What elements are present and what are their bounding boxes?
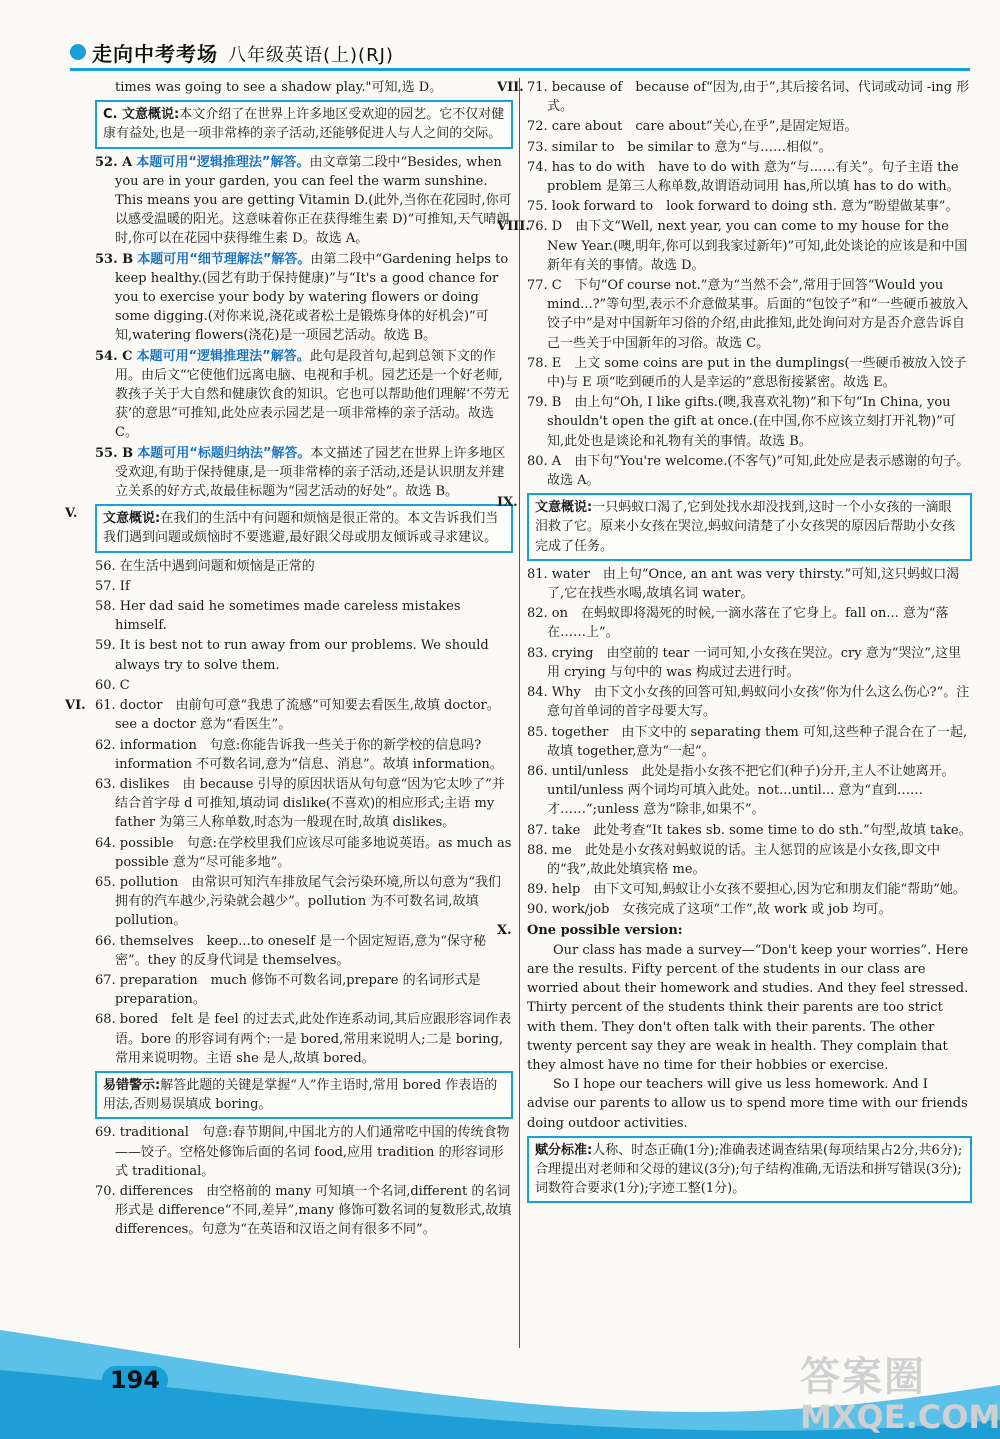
page-header [0, 0, 1000, 72]
answer-63: 63. dislikes 由 because 引导的原因状语从句句意“因为它太吵了”并结合首字母 d 可推知,填动词 dislike(不喜欢)的相应形式;主语 my father 为第三人称单数,时态为一般现在时,故填 dislikes。 [95, 776, 505, 831]
answer-55 [95, 444, 513, 502]
answer-70: 70. differences 由空格前的 many 可知填一个名词,different 的名词形式是 difference“不同,差异”,many 修饰可数名词的复数形式,故填 differences。句意为“在英语和汉语之间有很多不同”。 [95, 1183, 512, 1238]
section-vi [65, 696, 513, 734]
method-hint: 本题可用“细节理解法”解答。 [137, 251, 311, 267]
answer-87: 87. take 此处考查“It takes sb. some time to do sth.”句型,故填 take。 [527, 822, 972, 838]
answer-explanation: 此句是段首句,起到总领下文的作用。由后文“它使他们远离电脑、电视和手机。园艺还是一个好老师,教孩子关于大自然和健康饮食的知识。它也可以帮助他们理解‘不劳无获’的意思”可推知,此处应表示园艺是一项非常棒的亲子活动。故选 C。 [115, 348, 510, 441]
watermark [800, 1345, 1000, 1436]
section-vii [497, 78, 972, 116]
answer-59: 59. It is best not to run away from our problems. We should always try to solve them. [95, 638, 489, 673]
answer-69: 69. traditional 句意:春节期间,中国北方的人们通常吃中国的传统食物——饺子。空格处修饰后面的名词 food,应用 tradition 的形容词形式 traditional。 [95, 1125, 510, 1179]
essay-paragraph-2: So I hope our teachers will give us less homework. And I advise our parents to allow us to spend more time with our friends doing outdoor activities. [527, 1077, 968, 1131]
answer-65: 65. pollution 由常识可知汽车排放尾气会污染环境,所以句意为“我们拥有的汽车越少,污染就会越少”。pollution 为不可数名词,故填 pollution。 [95, 874, 502, 929]
answer-79: 79. B 由上句“Oh, I like gifts.(噢,我喜欢礼物)”和下句“In China, you shouldn't open the gift at once.(在中国,你不应该立刻打开礼物)”可知,此处也是谈论和礼物有关的事情。故选 B。 [527, 395, 956, 449]
answer-62: 62. information 句意:你能告诉我一些关于你的新学校的信息吗? information 不可数名词,意为“信息、消息”。故填 information。 [95, 737, 503, 772]
answer-60: 60. C [95, 677, 130, 693]
answer-78: 78. E 上文 some coins are put in the dumplings(一些硬币被放入饺子中)与 E 项“吃到硬币的人是幸运的”意思衔接紧密。故选 E。 [527, 355, 967, 391]
answer-text: times was going to see a shadow play."可知,选 D。 [115, 80, 443, 95]
answer-77: 77. C 下句“Of course not.”意为“当然不会”,常用于回答“Would you mind...?”等句型,表示不介意做某事。后面的“包饺子”和“一些硬币被放入饺子中”是对中国新年习俗的介绍,由此推知,此处询问对方是否介意告诉自己一些关于中国新年的习俗。故选 C。 [527, 278, 969, 351]
answer-80: 80. A 由下句“You're welcome.(不客气)”可知,此处应是表示感谢的句子。故选 A。 [527, 453, 970, 489]
answer-number: 52. A [95, 154, 133, 170]
answer-75: 75. look forward to look forward to doing sth. 意为“盼望做某事”。 [527, 199, 959, 215]
answer-58: 58. Her dad said he sometimes made careless mistakes himself. [95, 599, 461, 634]
answer-explanation: 由第二段中“Gardening helps to keep healthy.(园艺有助于保持健康)”与“It's a good chance for you to exercise your body by watering flowers or doing some digging.(对你来说,浇花或者松土是锻炼身体的好机会)”可知,watering flowers(浇花)是一项园艺活动。故选 B。 [115, 251, 509, 344]
answer-86: 86. until/unless 此处是指小女孩不把它们(种子)分开,主人不让她离开。until/unless 两个词均可填入此处。not...until... 意为“直到……才……”;unless 意为“除非,如果不”。 [527, 763, 955, 818]
summary-label: 文意概说: [535, 500, 593, 516]
warning-label: 易错警示: [103, 1077, 161, 1093]
essay-paragraph-1: Our class has made a survey—“Don't keep your worries”. Here are the results. Fifty percent of the students in our class are worried about their homework and studies. And they feel stressed. Thirty percent of the students think their parents are too strict with them. They don't often talk with their parents. The other twenty percent say they are weak in health. They complain that they almost have no time for their hobbies or exercise. [527, 942, 969, 1073]
answer-74: 74. has to do with have to do with 意为“与……有关”。句子主语 the problem 是第三人称单数,故谓语动词用 has,所以填 has to do with。 [527, 159, 960, 195]
answer-68: 68. bored felt 是 feel 的过去式,此处作连系动词,其后应跟形容词作表语。bore 的形容词有两个:一是 bored,常用来说明人;二是 boring,常用来说明物。主语 she 是人,故填 bored。 [95, 1012, 512, 1066]
answer-56: 56. 在生活中遇到问题和烦恼是正常的 [95, 558, 315, 574]
scoring-label: 赋分标准: [535, 1142, 593, 1158]
section-numeral: IX. [497, 495, 518, 511]
column-divider [519, 78, 520, 1348]
answer-72: 72. care about care about“关心,在乎”,是固定短语。 [527, 119, 858, 135]
method-hint: 本题可用“逻辑推理法”解答。 [136, 154, 310, 170]
answer-explanation: 由文章第二段中“Besides, when you are in your garden, you can feel the warm sunshine. This means you are getting Vitamin D.(此外,当你在花园时,你可以感受温暖的阳光。这意味着你正在获得维生素 D)”可推知,天气晴朗时,你可以在花园中获得维生素 D。故选 A。 [115, 154, 512, 247]
section-numeral: VI. [65, 698, 86, 714]
answer-82: 82. on 在蚂蚁即将渴死的时候,一滴水落在了它身上。fall on... 意为“落在……上”。 [527, 606, 949, 641]
summary-box-ix [527, 493, 972, 561]
answer-83: 83. crying 由空前的 tear 一词可知,小女孩在哭泣。cry 意为“哭泣”,这里用 crying 与句中的 was 构成过去进行时。 [527, 645, 962, 680]
method-hint: 本题可用“逻辑推理法”解答。 [136, 348, 310, 364]
left-column [65, 78, 513, 1241]
answer-57: 57. If [95, 578, 130, 594]
section-x [497, 921, 972, 940]
header-rule [70, 68, 970, 71]
answer-54 [95, 347, 513, 443]
answer-81: 81. water 由上句“Once, an ant was very thirsty.”可知,这只蚂蚁口渴了,它在找些水喝,故填名词 water。 [527, 566, 960, 602]
section-numeral: VII. [497, 80, 524, 95]
section-numeral: VIII. [497, 219, 530, 235]
answer-explanation: 本文描述了园艺在世界上许多地区受欢迎,有助于保持健康,是一项非常棒的亲子活动,还是认识朋友并建立关系的好方式,故最佳标题为“园艺活动的好处”。故选 B。 [115, 445, 506, 500]
brand-title: 走向中考考场 [92, 42, 218, 66]
page-number: 194 [102, 1366, 168, 1394]
section-viii [497, 217, 972, 275]
scoring-box [527, 1136, 972, 1204]
section-numeral: X. [497, 922, 512, 938]
summary-label: 文意概说: [103, 511, 161, 527]
answer-number: 53. B [95, 251, 134, 267]
warning-box [95, 1071, 513, 1119]
answer-67: 67. preparation much 修饰不可数名词,prepare 的名词形式是 preparation。 [95, 972, 481, 1008]
essay-heading: One possible version: [527, 922, 683, 938]
section-ix [497, 493, 972, 561]
summary-text: 一只蚂蚁口渴了,它到处找水却没找到,这时一个小女孩的一滴眼泪救了它。原来小女孩在哭泣,蚂蚁问清楚了小女孩哭的原因后帮助小女孩完成了任务。 [535, 500, 956, 554]
answer-number: 55. B [95, 445, 134, 461]
answer-76: 76. D 由下文“Well, next year, you can come to my house for the New Year.(噢,明年,你可以到我家过新年)”可知,此处谈论的应该是和中国新年有关的事情。故选 D。 [527, 219, 968, 273]
answer-73: 73. similar to be similar to 意为“与……相似”。 [527, 139, 832, 155]
method-hint: 本题可用“标题归纳法”解答。 [137, 445, 311, 461]
summary-text: 本文介绍了在世界上许多地区受欢迎的园艺。它不仅对健康有益处,也是一项非常棒的亲子活动,还能够促进人与人之间的交际。 [103, 107, 505, 142]
warning-text: 解答此题的关键是掌握“人”作主语时,常用 bored 作表语的用法,否则易误填成 boring。 [103, 1077, 498, 1113]
answer-number: 54. C [95, 348, 133, 364]
answer-66: 66. themselves keep...to oneself 是一个固定短语,意为“保守秘密”。they 的反身代词是 themselves。 [95, 933, 486, 968]
answer-64: 64. possible 句意:在学校里我们应该尽可能多地说英语。as much as possible 意为“尽可能多地”。 [95, 835, 512, 870]
answer-85: 85. together 由下文中的 separating them 可知,这些种子混合在了一起,故填 together,意为“一起”。 [527, 724, 968, 759]
right-column [497, 78, 972, 1207]
answer-71: 71. because of because of“因为,由于”,其后接名词、代词或动词 -ing 形式。 [527, 80, 970, 115]
answer-84: 84. Why 由下文小女孩的回答可知,蚂蚁问小女孩“你为什么这么伤心?”。注意句首单词的首字母要大写。 [527, 685, 970, 720]
header-circle-icon [70, 44, 86, 60]
answer-90: 90. work/job 女孩完成了这项“工作”,故 work 或 job 均可。 [527, 902, 892, 918]
summary-box-v [95, 504, 513, 552]
section-numeral: V. [65, 506, 78, 522]
book-subtitle: 八年级英语(上)(RJ) [228, 45, 394, 66]
answer-88: 88. me 此处是小女孩对蚂蚁说的话。主人惩罚的应该是小女孩,即文中的“我”,故此处填宾格 me。 [527, 842, 940, 877]
scoring-text: 人称、时态正确(1分);准确表述调查结果(每项结果占2分,共6分);合理提出对老师和父母的建议(3分);句子结构准确,无语法和拼写错误(3分);词数符合要求(1分);字迹工整(1分)。 [535, 1142, 963, 1197]
summary-text: 在我们的生活中有问题和烦恼是很正常的。本文告诉我们当我们遇到问题或烦恼时不要逃避,最好跟父母或朋友倾诉或寻求建议。 [103, 511, 499, 546]
summary-label: C. 文意概说: [103, 107, 180, 123]
answer-89: 89. help 由下文可知,蚂蚁让小女孩不要担心,因为它和朋友们能“帮助”她。 [527, 882, 966, 898]
answer-53 [95, 250, 513, 346]
answer-61: 61. doctor 由前句可意“我患了流感”可知要去看医生,故填 doctor。see a doctor 意为“看医生”。 [95, 698, 500, 733]
watermark-line: MXQE.COM [800, 1398, 1000, 1436]
summary-box-c [95, 100, 513, 148]
answer-52 [95, 153, 513, 249]
section-v [65, 504, 513, 552]
watermark-line: 答案圈 [800, 1354, 926, 1400]
header-title [92, 38, 394, 67]
